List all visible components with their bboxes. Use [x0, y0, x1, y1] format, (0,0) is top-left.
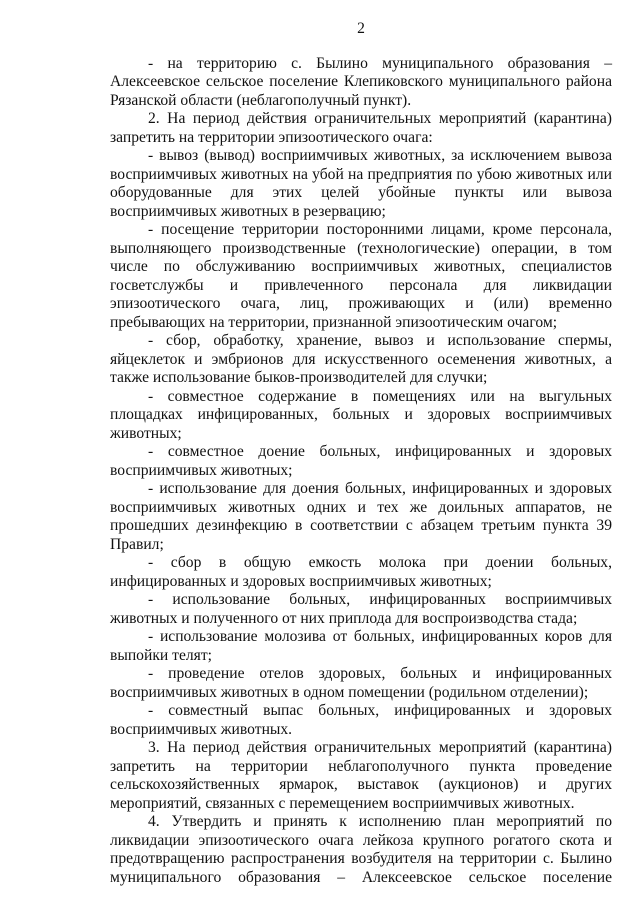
- page-number: 2: [357, 20, 365, 37]
- paragraph-territory: - на территорию с. Былино муниципального образования – Алексеевское сельское поселение Клепиковского муниципального района Рязанской области (неблагополучный пункт).: [110, 54, 612, 109]
- paragraph-3: 3. На период действия ограничительных мероприятий (карантина) запретить на территории неблагополучного пункта проведение сельскохозяйственных ярмарок, выставок (аукционов) и других мероприятий, связанных с перемещением восприимчивых животных.: [110, 739, 612, 812]
- list-item: - проведение отелов здоровых, больных и инфицированных восприимчивых животных в одном помещении (родильном отделении);: [110, 665, 612, 701]
- paragraph-2: 2. На период действия ограничительных мероприятий (карантина) запретить на территории эпизоотического очага:: [110, 110, 612, 146]
- list-item: - посещение территории посторонними лицами, кроме персонала, выполняющего производственные (технологические) операции, в том числе по обслуживанию восприимчивых животных, специалистов госветслужбы и привлеченного персонала для ликвидации эпизоотического очага, лиц, проживающих и (или) временно пребывающих на территории, признанной эпизоотическим очагом;: [110, 221, 612, 331]
- list-item: - совместное содержание в помещениях или на выгульных площадках инфицированных, больных и здоровых восприимчивых животных;: [110, 387, 612, 442]
- list-item: - совместный выпас больных, инфицированных и здоровых восприимчивых животных.: [110, 702, 612, 738]
- list-item: - сбор в общую емкость молока при доении больных, инфицированных и здоровых восприимчивых животных;: [110, 554, 612, 590]
- list-item: - использование молозива от больных, инфицированных коров для выпойки телят;: [110, 628, 612, 664]
- list-item: - вывоз (вывод) восприимчивых животных, за исключением вывоза восприимчивых животных на убой на предприятия по убою животных или оборудованные для этих целей убойные пункты или вывоза восприимчивых животных в резервацию;: [110, 147, 612, 220]
- list-item: - использование больных, инфицированных восприимчивых животных и полученного от них приплода для воспроизводства стада;: [110, 591, 612, 627]
- paragraph-4: 4. Утвердить и принять к исполнению план мероприятий по ликвидации эпизоотического очага лейкоза крупного рогатого скота и предотвращению распространения возбудителя на территории с. Былино муниципального образования – Алексеевское сельское поселение: [110, 813, 612, 886]
- list-item: - сбор, обработку, хранение, вывоз и использование спермы, яйцеклеток и эмбрионов для искусственного осеменения животных, а также использование быков-производителей для случки;: [110, 332, 612, 386]
- list-item: - использование для доения больных, инфицированных и здоровых восприимчивых животных одних и тех же доильных аппаратов, не прошедших дезинфекцию в соответствии с абзацем третьим пункта 39 Правил;: [110, 480, 612, 553]
- list-item: - совместное доение больных, инфицированных и здоровых восприимчивых животных;: [110, 443, 612, 479]
